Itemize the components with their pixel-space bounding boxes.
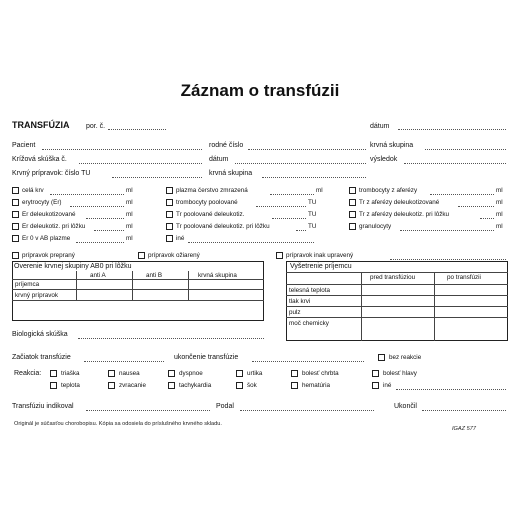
reakcia-item: dyspnoe [179,370,203,377]
reakcia-checkbox[interactable] [108,370,115,377]
vysetrenie-row: moč chemicky [289,320,329,327]
overenie-row: krvný prípravok [15,292,59,299]
reakcia-checkbox[interactable] [372,370,379,377]
product-field[interactable] [270,194,314,195]
reakcia-ine-field[interactable] [396,389,506,390]
divider [12,279,264,280]
tr-pool-deleuko-checkbox[interactable] [166,211,173,218]
bez-reakcie-label: bez reakcie [389,354,422,361]
overenie-title: Overenie krvnej skupiny AB0 pri lôžku [14,263,132,270]
preprany-label: prípravok prepraný [22,252,75,259]
product-label: celá krv [22,187,44,194]
transfuzia-label: TRANSFÚZIA [12,120,70,130]
biologicka-label: Biologická skúška [12,331,68,338]
ozareny-checkbox[interactable] [138,252,145,259]
overenie-row: príjemca [15,281,40,288]
product-label: Er deleukotizované [22,211,76,218]
reakcia-checkbox[interactable] [236,370,243,377]
reakcia-item: nausea [119,370,140,377]
product-unit: ml [126,211,133,218]
divider [286,306,508,307]
vysledok-label: výsledok [370,156,398,163]
product-unit: ml [126,235,133,242]
rodne-cislo-field[interactable] [248,149,366,150]
reakcia-checkbox[interactable] [50,382,57,389]
product-field[interactable] [70,206,124,207]
footer-note: Originál je súčasťou chorobopisu. Kópia sa odosiela do príslušného krvného skladu. [14,421,222,427]
product-field[interactable] [94,230,124,231]
ukoncil-label: Ukončil [394,403,417,410]
reakcia-checkbox[interactable] [168,370,175,377]
tr-aferezy-checkbox[interactable] [349,187,356,194]
product-label: Er 0 v AB plazme [22,235,71,242]
vysetrenie-row: telesná teplota [289,287,330,294]
upraveny-label: prípravok inak upravený [286,252,354,259]
divider [286,295,508,296]
reakcia-item: zvracanie [119,382,146,389]
product-field[interactable] [296,230,306,231]
zaciatok-field[interactable] [84,361,164,362]
datum-label: dátum [370,123,390,130]
divider [188,271,189,300]
er-deleuko-checkbox[interactable] [12,211,19,218]
reakcia-checkbox[interactable] [291,382,298,389]
product-label: Tr poolované deleukotiz. pri lôžku [176,223,270,230]
reakcia-item: iné [383,382,392,389]
overenie-col: krvná skupina [198,272,237,279]
ukoncil-field[interactable] [422,410,506,411]
reakcia-item: urtika [247,370,263,377]
overenie-col: anti A [90,272,106,279]
product-label: granulocyty [359,223,392,230]
product-unit: ml [496,199,503,206]
product-unit: ml [126,187,133,194]
product-label: Tr poolované deleukotiz. [176,211,245,218]
pacient-label: Pacient [12,142,36,149]
divider [12,289,264,290]
vysledok-field[interactable] [404,163,506,164]
product-label: trombocyty poolované [176,199,238,206]
reakcia-item: bolesť chrbta [302,370,339,377]
vysetrenie-box [286,261,508,341]
krvna-skupina-label: krvná skupina [370,142,414,149]
ukoncenie-label: ukončenie transfúzie [174,354,239,361]
vysetrenie-title: Vyšetrenie príjemcu [290,263,352,270]
product-unit: ml [496,211,503,218]
pacient-field[interactable] [42,149,202,150]
product-label: trombocyty z aferézy [359,187,418,194]
product-label: Tr z aferézy deleukotiz. pri lôžku [359,211,450,218]
overenie-col: anti B [146,272,163,279]
tr-aferezy-deleuko-checkbox[interactable] [349,199,356,206]
preprany-checkbox[interactable] [12,252,19,259]
product-field[interactable] [50,194,124,195]
rodne-cislo-label: rodné číslo [209,142,244,149]
podal-label: Podal [216,403,234,410]
reakcia-item: triaška [61,370,80,377]
indikoval-field[interactable] [86,410,210,411]
product-unit: ml [316,187,323,194]
upraveny-field[interactable] [390,259,506,260]
product-field[interactable] [480,218,494,219]
trombocyty-pool-checkbox[interactable] [166,199,173,206]
divider [132,271,133,300]
product-unit: ml [496,223,503,230]
reakcia-item: šok [247,382,257,389]
bez-reakcie-checkbox[interactable] [378,354,385,361]
vysetrenie-col: po transfúzii [447,274,481,281]
krvny-pripravok-label: Krvný prípravok: číslo TU [12,170,91,177]
krvna-skupina2-field[interactable] [262,177,366,178]
form-code: IGAZ 577 [452,426,476,432]
celakrv-checkbox[interactable] [12,187,19,194]
zaciatok-label: Začiatok transfúzie [12,354,71,361]
granulocyty-checkbox[interactable] [349,223,356,230]
krizova-datum-label: dátum [209,156,229,163]
product-unit: ml [126,199,133,206]
reakcia-label: Reakcia: [14,370,42,377]
krizova-skuska-field[interactable] [79,163,202,164]
product-unit: TU [308,199,317,206]
datum-field[interactable] [398,129,506,130]
por-c-label: por. č. [86,123,106,130]
product-label: iné [176,235,185,242]
vysetrenie-row: tlak krvi [289,298,311,305]
divider [286,284,508,285]
form-title: Záznam o transfúzii [180,81,340,100]
tr-pool-lozko-checkbox[interactable] [166,223,173,230]
reakcia-checkbox[interactable] [108,382,115,389]
er0-ab-checkbox[interactable] [12,235,19,242]
product-unit: TU [308,223,317,230]
reakcia-item: teplota [61,382,80,389]
product-field[interactable] [458,206,494,207]
reakcia-item: hematúria [302,382,331,389]
erytrocyty-checkbox[interactable] [12,199,19,206]
product-field[interactable] [430,194,494,195]
divider [76,271,77,300]
product-field[interactable] [188,242,314,243]
divider [286,272,508,273]
product-label: Tr z aferézy deleukotizované [359,199,440,206]
reakcia-item: bolesť hlavy [383,370,417,377]
upraveny-checkbox[interactable] [276,252,283,259]
reakcia-checkbox[interactable] [236,382,243,389]
tr-aferezy-lozko-checkbox[interactable] [349,211,356,218]
product-unit: ml [496,187,503,194]
reakcia-checkbox[interactable] [372,382,379,389]
product-field[interactable] [400,230,494,231]
krvna-skupina-field[interactable] [425,149,506,150]
ukoncenie-field[interactable] [252,361,364,362]
product-field[interactable] [76,242,124,243]
por-c-field[interactable] [108,129,166,130]
divider [434,272,435,341]
product-unit: TU [308,211,317,218]
divider [12,300,264,301]
product-label: erytrocyty (Er) [22,199,62,206]
vysetrenie-col: pred transfúziou [370,274,416,281]
vysetrenie-row: pulz [289,309,301,316]
ozareny-label: prípravok ožiarený [148,252,200,259]
product-unit: ml [126,223,133,230]
indikoval-label: Transfúziu indikoval [12,403,74,410]
krizova-skuska-label: Krížová skúška č. [12,156,67,163]
divider [361,272,362,341]
product-label: Er deleukotiz. pri lôžku [22,223,86,230]
cislo-tu-field[interactable] [112,177,202,178]
podal-field[interactable] [240,410,374,411]
divider [286,317,508,318]
product-field[interactable] [86,218,124,219]
ine-product-checkbox[interactable] [166,235,173,242]
reakcia-checkbox[interactable] [168,382,175,389]
reakcia-item: tachykardia [179,382,212,389]
product-field[interactable] [256,206,306,207]
plazma-checkbox[interactable] [166,187,173,194]
product-label: plazma čerstvo zmrazená [176,187,248,194]
biologicka-field[interactable] [78,338,264,339]
product-field[interactable] [272,218,306,219]
krvna-skupina2-label: krvná skupina [209,170,253,177]
reakcia-checkbox[interactable] [50,370,57,377]
reakcia-checkbox[interactable] [291,370,298,377]
er-deleuko-lozko-checkbox[interactable] [12,223,19,230]
krizova-datum-field[interactable] [235,163,366,164]
